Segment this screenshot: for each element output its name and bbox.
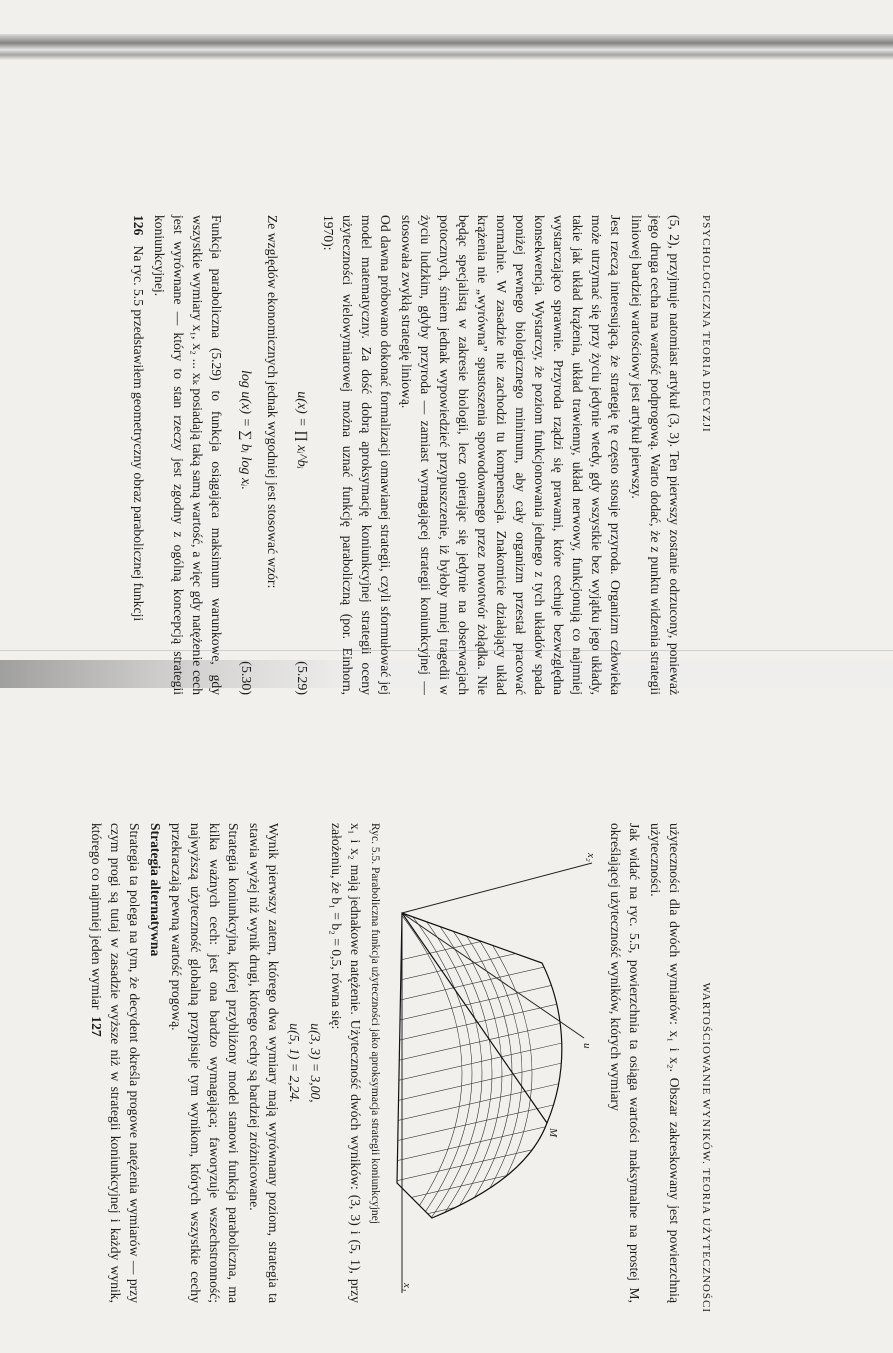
- label-x1: x₁: [401, 1283, 413, 1292]
- paragraph: Strategia ta polega na tym, że decydent określa progowe natężenia wymiarów — przy czym progi są tutaj w zasadzie wyższe niż w strategii koniunkcyjnej i każdy wynik, którego co najmniej jeden wymiar: [89, 823, 142, 1303]
- label-m: M: [547, 1128, 559, 1138]
- right-page: [0, 773, 736, 1353]
- paragraph: x₁ i x₂ mają jednakowe natężenie. Użyteczność dwóch wyników: (3, 3) i (5, 1), przy założeniu, że b₁ = b₂ = 0,5, równa się:: [329, 823, 363, 1303]
- hatched-surface: [387, 903, 562, 1243]
- right-page-body: [85, 823, 684, 1303]
- running-head-text: PSYCHOLOGICZNA TEORIA DECYZJI: [700, 215, 712, 433]
- last-line: [87, 823, 144, 1303]
- left-page-body: [127, 215, 684, 695]
- surface-outline: [397, 913, 562, 1218]
- figure-5-5: [382, 823, 602, 1303]
- paragraph: Ze względów ekonomicznych jednak wygodniej jest stosować wzór:: [265, 215, 280, 589]
- label-x2: x₂: [585, 853, 597, 862]
- left-page: [0, 165, 736, 745]
- equation-number: (5.30): [238, 661, 253, 695]
- equation-formula: u(x) = ∏ xᵢ^bᵢ: [294, 391, 309, 469]
- equation-formula: log u(x) = ∑ bᵢ log xᵢ.: [238, 370, 253, 490]
- axis-x2: [402, 863, 592, 913]
- utility-surface-diagram: [387, 823, 602, 1303]
- running-head-text: WARTOŚCIOWANIE WYNIKÓW. TEORIA UŻYTECZNOŚCI: [700, 982, 712, 1313]
- page-number: 127: [89, 1016, 104, 1037]
- paragraph: Funkcja paraboliczna (5.29) to funkcja osiągająca maksimum warunkowe, gdy wszystkie wymiary x₁, x₂ ... xₖ posiadają taką samą wartość, a więc gdy natężenie cech jest wyrównane — który to stan rzeczy jest zgodny z ogólną koncepcją strategii koniunkcyjnej.: [152, 215, 224, 695]
- section-heading: Strategia alternatywna: [148, 823, 163, 957]
- last-line: [129, 215, 148, 695]
- figure-caption: Ryc. 5.5. Paraboliczna funkcja użyteczności jako aproksymacja strategii koniunkcyjnej: [369, 823, 381, 1224]
- paragraph: Jak widać na ryc. 5.5, powierzchnia ta osiąga wartości maksymalne na prostej M, określającej użyteczność wyników, których wymiary: [608, 823, 642, 1303]
- label-u: u: [581, 1043, 593, 1049]
- running-head: [700, 215, 712, 705]
- calc-line: u(3, 3) = 3,00,: [308, 1023, 323, 1103]
- paragraph: Od dawna próbowano dokonać formalizacji omawianej strategii, czyli sformułować jej model matematyczny. Za dość dobrą aproksymację koniunkcyjnej strategii oceny użyteczności wielowymiarowej można uznać funkcję paraboliczną (por. Einhorn, 1970):: [321, 215, 393, 695]
- last-line-text: Na ryc. 5.5 przedstawiłem geometryczny obraz parabolicznej funkcji: [131, 245, 146, 622]
- running-head: [700, 823, 712, 1313]
- paragraph: Jest rzeczą interesującą, że strategię tę często stosuje przyroda. Organizm człowieka może utrzymać się przy życiu jedynie wtedy, gdy wszystkie bez wyjątku jego układy, takie jak układ krążenia, układ trawienny, układ nerwowy, funkcjonują co najmniej wystarczająco sprawnie. Przyroda rządzi się prawami, które cechuje bezwzględna konsekwencja. Wystarczy, że poziom funkcjonowania jednego z tych układów spada poniżej pewnego biologicznego minimum, aby cały organizm przestał pracować normalnie. W zasadzie nie zachodzi tu kompensacja. Znakomicie działający układ krążenia nie „wyrówna” spustoszenia spowodowanego przez nowotwór żołądka. Nie będąc specjalistą w zakresie biologii, lecz opierając się jedynie na obserwacjach potocznych, śmiem jednak wypowiedzieć przypuszczenie, iż byłoby mniej tragedii w życiu ludzkim, gdyby przyroda — zamiast wymagającej strategii koniunkcyjnej — stosowała zwykłą strategię liniową.: [399, 215, 623, 695]
- paragraph: Wynik pierwszy zatem, którego dwa wymiary mają wyrównany poziom, strategia ta stawia wyżej niż wynik drugi, którego cechy są bardziej zróżnicowane.: [247, 823, 281, 1303]
- paragraph: użyteczności dla dwóch wymiarów: x₁ i x₂. Obszar zakreskowany jest powierzchnią użyteczności.: [648, 823, 682, 1303]
- page-number: 126: [131, 215, 146, 236]
- paragraph: Strategia koniunkcyjna, której przybliżony model stanowi funkcja paraboliczna, ma kilka ważnych cech: jest ona bardzo wymagająca; faworyzuje wszechstronność; najwyższą użyteczność globalną przypisuje tym wynikom, których wszystkie cechy przekraczają pewną wartość progową.: [169, 823, 241, 1303]
- calc-line: u(5, 1) = 2,24.: [287, 1023, 302, 1103]
- equation-5-30: [236, 215, 255, 695]
- axis-u: [402, 913, 584, 1038]
- scan-shadow-top: [0, 34, 893, 60]
- line-m: [402, 913, 547, 1123]
- equation-5-29: [292, 215, 311, 695]
- equation-number: (5.29): [294, 661, 309, 695]
- paragraph: (5, 2), przyjmuje natomiast artykuł (3, 3). Ten pierwszy zostanie odrzucony, ponieważ jego druga cecha ma wartość podprogową. Warto dodać, że z punktu widzenia strategii liniowej bardziej wartościowy jest artykuł pierwszy.: [629, 215, 682, 695]
